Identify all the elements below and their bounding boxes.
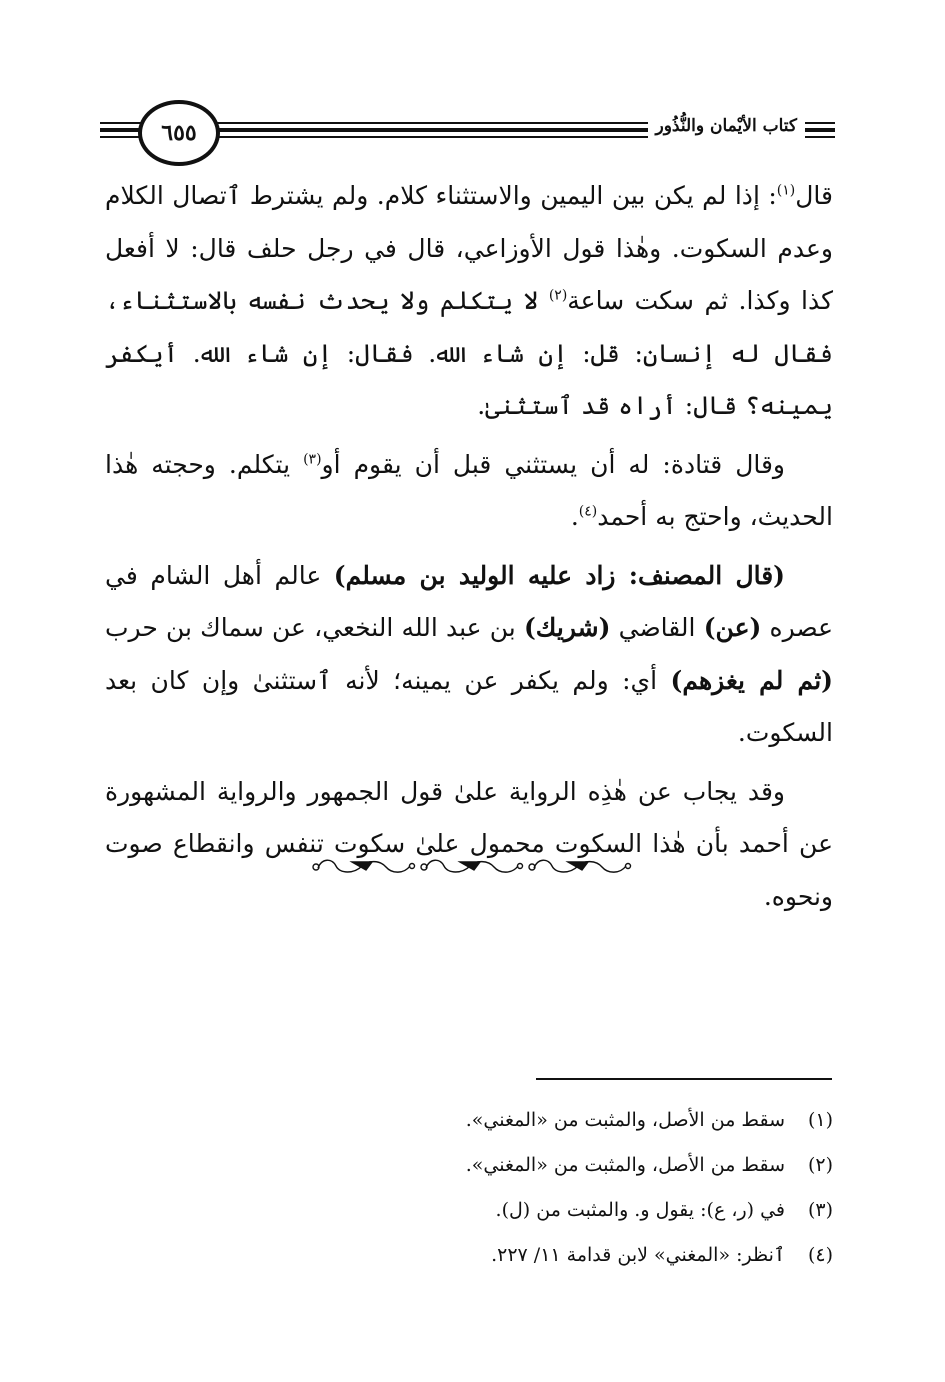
- p1-text-a: قال: [795, 181, 833, 210]
- paragraph-2: [105, 439, 833, 544]
- page-number: ٦٥٥: [161, 120, 197, 146]
- paragraph-1: [105, 170, 833, 433]
- footnote-number: (٤): [807, 1244, 833, 1266]
- matn-quote-2: (عن): [703, 613, 762, 642]
- footnote-ref-4[interactable]: (٤): [578, 503, 598, 520]
- ornament-motif-2: [421, 860, 523, 872]
- footnote-ref-2[interactable]: (٢): [548, 287, 568, 304]
- footnote-ref-1[interactable]: (١): [776, 182, 796, 199]
- matn-quote-4: (ثم لم يغزهم): [670, 665, 833, 695]
- footnote-number: (٢): [807, 1154, 833, 1176]
- footnote-number: (٣): [807, 1199, 833, 1221]
- page-number-badge: [138, 100, 220, 166]
- footnote-1: [233, 1098, 833, 1143]
- footnote-2: [233, 1143, 833, 1188]
- p2-text-a: وقال قتادة: له أن يستثني قبل أن يقوم أو: [321, 449, 786, 479]
- main-text: [105, 170, 833, 929]
- footnote-separator: [536, 1078, 832, 1080]
- p3-text-2: القاضي: [610, 613, 704, 642]
- p3-text-3: بن عبد الله النخعي، عن سماك بن حرب: [105, 613, 524, 642]
- p3-text-1: عالم أهل الشام في عصره: [105, 560, 833, 642]
- footnote-number: (١): [807, 1109, 833, 1131]
- footnote-ref-3[interactable]: (٣): [303, 451, 322, 468]
- ornament-motif-3: [529, 860, 631, 872]
- ornament-motif-1: [313, 860, 415, 872]
- footnote-4: [233, 1233, 833, 1278]
- matn-quote-1: (قال المصنف: زاد عليه الوليد بن مسلم): [333, 560, 786, 590]
- footnote-text: ٱنظر: «المغني» لابن قدامة ١١/ ٢٢٧.: [491, 1244, 785, 1266]
- footnote-3: [233, 1188, 833, 1233]
- paragraph-4: وقد يجاب عن هٰذِه الرواية علىٰ قول الجمهور والرواية المشهورة عن أحمد بأن هٰذا السكوت محمول علىٰ سكوت تنفس وانقطاع صوت ونحوه.: [105, 776, 833, 911]
- p2-text-b: يتكلم. وحجته هٰذا الحديث، واحتج به أحمد: [105, 449, 833, 531]
- footnote-text: سقط من الأصل، والمثبت من «المغني».: [465, 1154, 785, 1176]
- section-divider-ornament: [310, 852, 635, 882]
- footnote-text: في (ر، ع): يقول و. والمثبت من (ل).: [495, 1199, 785, 1221]
- running-title: كتاب الأيْمان والنُّذُور: [648, 112, 805, 140]
- p1-text-c: لا يتكلم ولا يحدث نفسه بالاستثناء، فقال له إنسان: قل: إن شاء الله. فقال: إن شاء الله. أيكفر يمينه؟ قال: أراه قد ٱستثنىٰ.: [105, 286, 833, 420]
- footnotes: [233, 1098, 833, 1278]
- p3-text-4: أي: ولم يكفر عن يمينه؛ لأنه ٱستثنىٰ وإن كان بعد السكوت.: [105, 665, 833, 747]
- p2-text-c: .: [570, 502, 579, 531]
- p1-text-b: : إذا لم يكن بين اليمين والاستثناء كلام. ولم يشترط ٱتصال الكلام وعدم السكوت. وهٰذا قول الأوزاعي، قال في رجل حلف قال: لا أفعل كذا وكذا. ثم سكت ساعة: [105, 181, 833, 315]
- matn-quote-3: (شريك): [523, 613, 611, 642]
- page-header: [100, 100, 835, 160]
- paragraph-3: [105, 550, 833, 760]
- footnote-text: سقط من الأصل، والمثبت من «المغني».: [465, 1109, 785, 1131]
